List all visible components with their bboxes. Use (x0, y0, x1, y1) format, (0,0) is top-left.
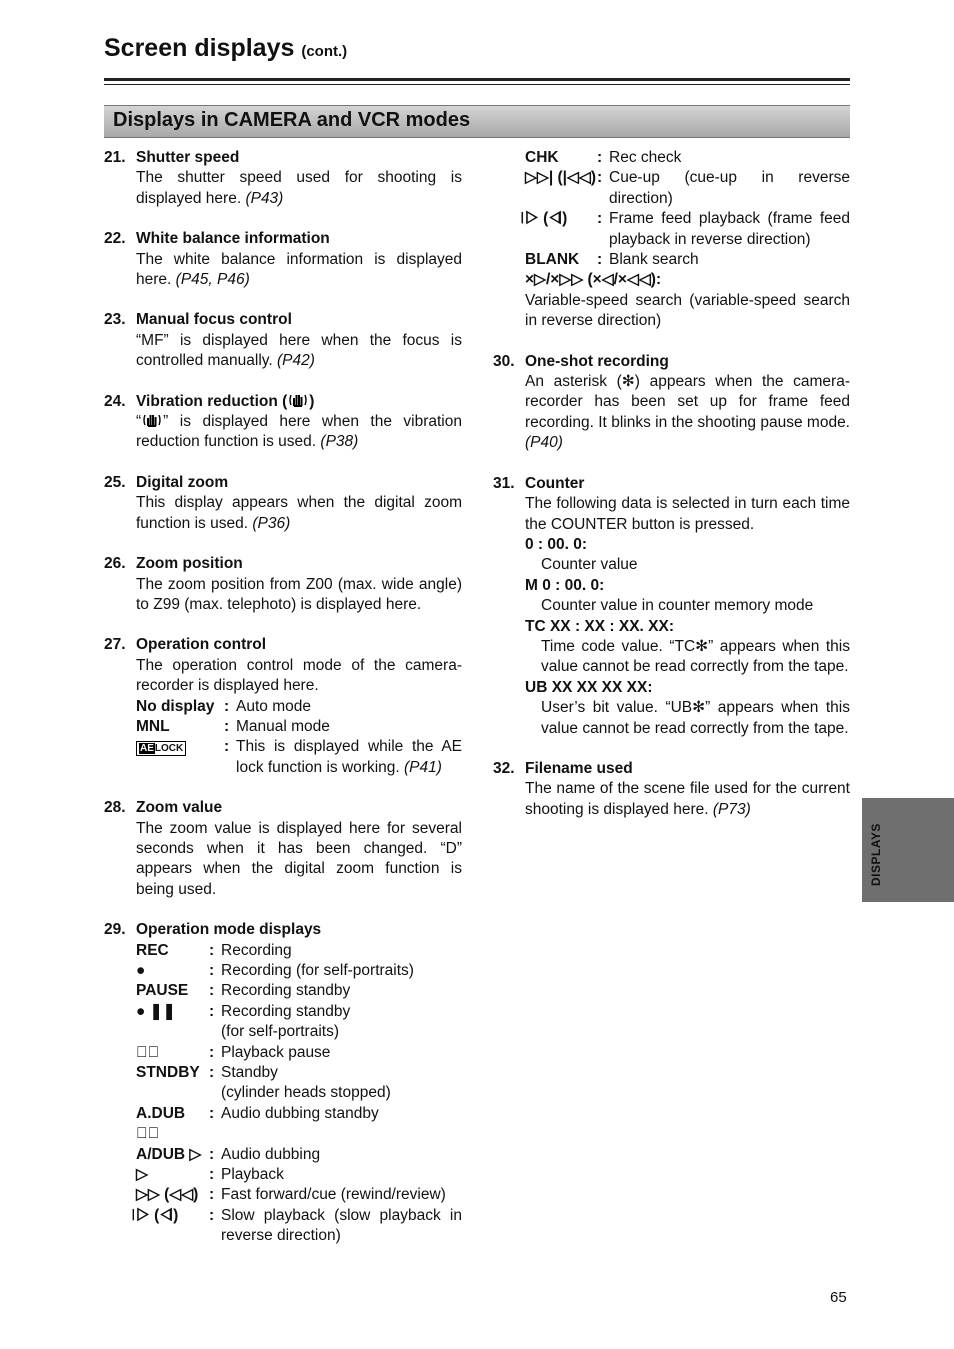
entry-29: 29. Operation mode displays REC : Recording ● : Recording (for self-portraits) PAUSE : Recording standby ● ❚❚ : Recording standby (for self-portraits) ▷⃒ : Playback pause STNDBY : Standby (cylinder heads stopped) A.DUB ▷⃒ : Audio dubbing standby A/DUB ▷ : Audio dubbing ▷ : Playback ▷▷ (◁◁) : Fast forward/cue (rewind/review) ⃒▷ (◁⃒) : Slow playback (slow playback in reverse direction) (104, 920, 462, 1247)
colon-sep: : (209, 1002, 215, 1020)
page-ref: (P45, P46) (175, 271, 250, 289)
mode-row (136, 941, 462, 961)
entry-title: White balance information (136, 230, 330, 248)
page-ref: (P40) (525, 434, 563, 452)
mode-desc-text: Slow playback (slow playback in reverse direction) (221, 1206, 462, 1245)
entry-25: 25. Digital zoom This display appears when the digital zoom function is used. (P36) (104, 473, 462, 532)
mode-row (136, 1206, 462, 1247)
colon-sep: : (597, 251, 603, 269)
mode-desc-text: Playback (221, 1166, 284, 1184)
page-ref: (P38) (320, 433, 359, 451)
mode-desc: Cue-up (cue-up in reverse direction) (609, 169, 850, 207)
mode-label: A/DUB ▷ (136, 1145, 202, 1163)
entry-title: Manual focus control (136, 311, 292, 329)
mode-desc-text: Fast forward/cue (rewind/review) (221, 1186, 446, 1204)
mode-desc (221, 1063, 462, 1104)
side-tab (862, 798, 954, 902)
counter-label: 0 : 00. 0: (525, 535, 588, 553)
entry-27: 27. Operation control The operation control mode of the camera-recorder is displayed here. No display : Auto mode MNL : Manual mode AELOCK : This is displayed while the AE lock function is working. (P41) (104, 635, 462, 778)
counter-desc: Time code value. “TC✻” appears when this value cannot be read correctly from the tape. (541, 637, 850, 676)
mode-desc: Rec check (609, 149, 682, 166)
side-tab-label: DISPLAYS (869, 823, 883, 886)
entry-23: 23. Manual focus control “MF” is displayed here when the focus is controlled manually. (P42) (104, 311, 462, 370)
entry-title: One-shot recording (525, 352, 669, 370)
page-number: 65 (830, 1289, 847, 1306)
mode-desc (221, 1104, 462, 1145)
colon-sep: : (597, 149, 603, 166)
entry-21: 21. Shutter speed The shutter speed used for shooting is displayed here. (P43) (104, 149, 462, 207)
mode-row: No display : Auto mode (136, 697, 311, 715)
colon-sep: : (209, 1064, 215, 1082)
colon-sep: : (209, 1206, 215, 1224)
mode-row (525, 148, 850, 168)
mode-desc (221, 961, 462, 981)
section-header-bar (104, 105, 850, 138)
mode-label: ⃒⃒▷ (◁⃒⃒) (525, 210, 568, 228)
mode-row (525, 250, 850, 270)
mode-desc-text: Recording standby (221, 1002, 351, 1020)
page-ref: (P41) (404, 758, 442, 776)
mode-row (136, 1104, 462, 1145)
header-rule-thick (104, 78, 850, 81)
mode-label: STNDBY (136, 1064, 200, 1082)
title-cont: (cont.) (301, 43, 348, 60)
mode-label: PAUSE (136, 982, 189, 1000)
entry-26: 26. Zoom position The zoom position from Z00 (max. wide angle) to Z99 (max. telephoto) is displayed here. (104, 555, 462, 613)
variable-speed-label: ×▷/×▷▷ (×◁/×◁◁): (525, 271, 662, 289)
counter-label: TC XX : XX : XX. XX: (525, 617, 674, 635)
mode-desc-text: Playback pause (221, 1043, 331, 1061)
page-ref: (P73) (712, 800, 751, 818)
entry-24: 24. Vibration reduction ( ) “ ” is displayed here when the vibration reduction function is used. (P38) (104, 392, 462, 451)
page-ref: (P42) (277, 352, 315, 370)
mode-row (136, 1165, 462, 1185)
colon-sep: : (209, 1104, 215, 1122)
counter-label: UB XX XX XX XX: (525, 678, 653, 696)
header-rule-thin (104, 84, 850, 85)
variable-speed-desc: Variable-speed search (variable-speed search in reverse direction) (525, 291, 850, 330)
colon-sep: : (597, 169, 603, 187)
entry-30: 30. One-shot recording An asterisk (✻) appears when the camera-recorder has been set up for frame feed recording. It blinks in the shooting pause mode. (P40) (493, 352, 850, 452)
mode-desc (221, 1043, 462, 1063)
mode-label: ▷▷ (◁◁) (136, 1186, 199, 1204)
colon-sep: : (209, 982, 215, 1000)
mode-label: ▷▷| (|◁◁) (525, 169, 596, 187)
mode-desc (221, 1145, 462, 1165)
mode-desc-text-2: (cylinder heads stopped) (221, 1084, 391, 1102)
entry-title: Zoom value (136, 799, 223, 817)
mode-desc-text: Audio dubbing (221, 1145, 321, 1163)
colon-sep: : (209, 1186, 215, 1204)
mode-desc: Frame feed playback (frame feed playback in reverse direction) (609, 210, 850, 248)
mode-label: ● (136, 962, 146, 979)
mode-row (136, 1063, 462, 1104)
mode-row (136, 981, 462, 1001)
mode-desc (221, 1185, 462, 1205)
right-column (493, 148, 850, 840)
mode-label: A.DUB ▷⃒ (136, 1104, 186, 1143)
entry-22: 22. White balance information The white balance information is displayed here. (P45, P46) (104, 230, 462, 289)
mode-desc: Blank search (609, 251, 699, 269)
entry-title: Digital zoom (136, 473, 229, 491)
mode-label: ● ❚❚ (136, 1002, 176, 1020)
vibration-reduction-icon (141, 412, 163, 428)
title-text: Screen displays (104, 34, 295, 62)
colon-sep: : (209, 941, 215, 959)
entry-title: Filename used (525, 759, 633, 777)
mode-label: CHK (525, 149, 559, 166)
entry-title: Vibration reduction ( (136, 392, 288, 410)
mode-row (136, 1002, 462, 1043)
mode-row (525, 168, 850, 209)
ae-lock-icon: AELOCK (136, 741, 186, 756)
entry-title: Operation control (136, 636, 267, 654)
colon-sep: : (209, 1166, 215, 1184)
mode-label: ▷ (136, 1166, 148, 1184)
mode-label: ⃒▷ (◁⃒) (136, 1206, 179, 1224)
mode-desc-text: Standby (221, 1064, 278, 1082)
mode-label: BLANK (525, 251, 580, 269)
entry-title: Counter (525, 474, 585, 492)
mode-row: AELOCK : This is displayed while the AE lock function is working. (P41) (136, 737, 462, 778)
counter-desc: Counter value in counter memory mode (541, 597, 814, 615)
counter-desc: User’s bit value. “UB✻” appears when this value cannot be read correctly from the tape. (541, 699, 850, 737)
mode-desc (221, 1206, 462, 1247)
entry-title: Operation mode displays (136, 921, 322, 939)
colon-sep: : (209, 1145, 215, 1163)
counter-desc: Counter value (541, 556, 638, 574)
mode-desc (221, 1002, 462, 1043)
mode-desc-text-2: (for self-portraits) (221, 1023, 339, 1041)
section-title: Displays in CAMERA and VCR modes (113, 109, 471, 131)
entry-31: 31. Counter The following data is selected in turn each time the COUNTER button is pressed. 0 : 00. 0: Counter value M 0 : 00. 0: Counter value in counter memory mode TC XX : XX : XX. XX: Time code value. “TC✻” appears when this value cannot be read correctly from the tape. UB XX XX XX XX: User’s bit value. “UB✻” appears when this value cannot be read correctly from the tape. (493, 474, 850, 739)
mode-row (136, 1145, 462, 1165)
mode-label: ▷⃒ (136, 1043, 160, 1061)
left-column (104, 148, 462, 1247)
entry-28: 28. Zoom value The zoom value is displayed here for several seconds when it has been changed. “D” appears when the digital zoom function is being used. (104, 799, 462, 898)
mode-row (525, 209, 850, 250)
mode-row: MNL : Manual mode (136, 717, 330, 735)
page-title (104, 34, 347, 63)
entry-title: Zoom position (136, 555, 243, 573)
colon-sep: : (209, 962, 215, 979)
colon-sep: : (209, 1043, 215, 1061)
mode-desc-text: Audio dubbing standby (221, 1104, 379, 1122)
mode-desc-text: Recording standby (221, 982, 351, 1000)
entry-title: Shutter speed (136, 149, 240, 166)
mode-desc (221, 941, 462, 961)
vibration-reduction-icon (287, 392, 309, 408)
mode-desc-text: Recording (221, 941, 292, 959)
page-ref: (P43) (245, 189, 284, 207)
mode-row (136, 1185, 462, 1205)
mode-row (136, 961, 462, 981)
mode-row (136, 1043, 462, 1063)
mode-desc (221, 981, 462, 1001)
counter-label: M 0 : 00. 0: (525, 576, 605, 594)
colon-sep: : (597, 210, 603, 228)
mode-desc-text: Recording (for self-portraits) (221, 962, 414, 979)
mode-label: REC (136, 941, 169, 959)
entry-32: 32. Filename used The name of the scene file used for the current shooting is displayed here. (P73) (493, 759, 850, 818)
page-ref: (P36) (252, 514, 291, 532)
mode-desc (221, 1165, 462, 1185)
